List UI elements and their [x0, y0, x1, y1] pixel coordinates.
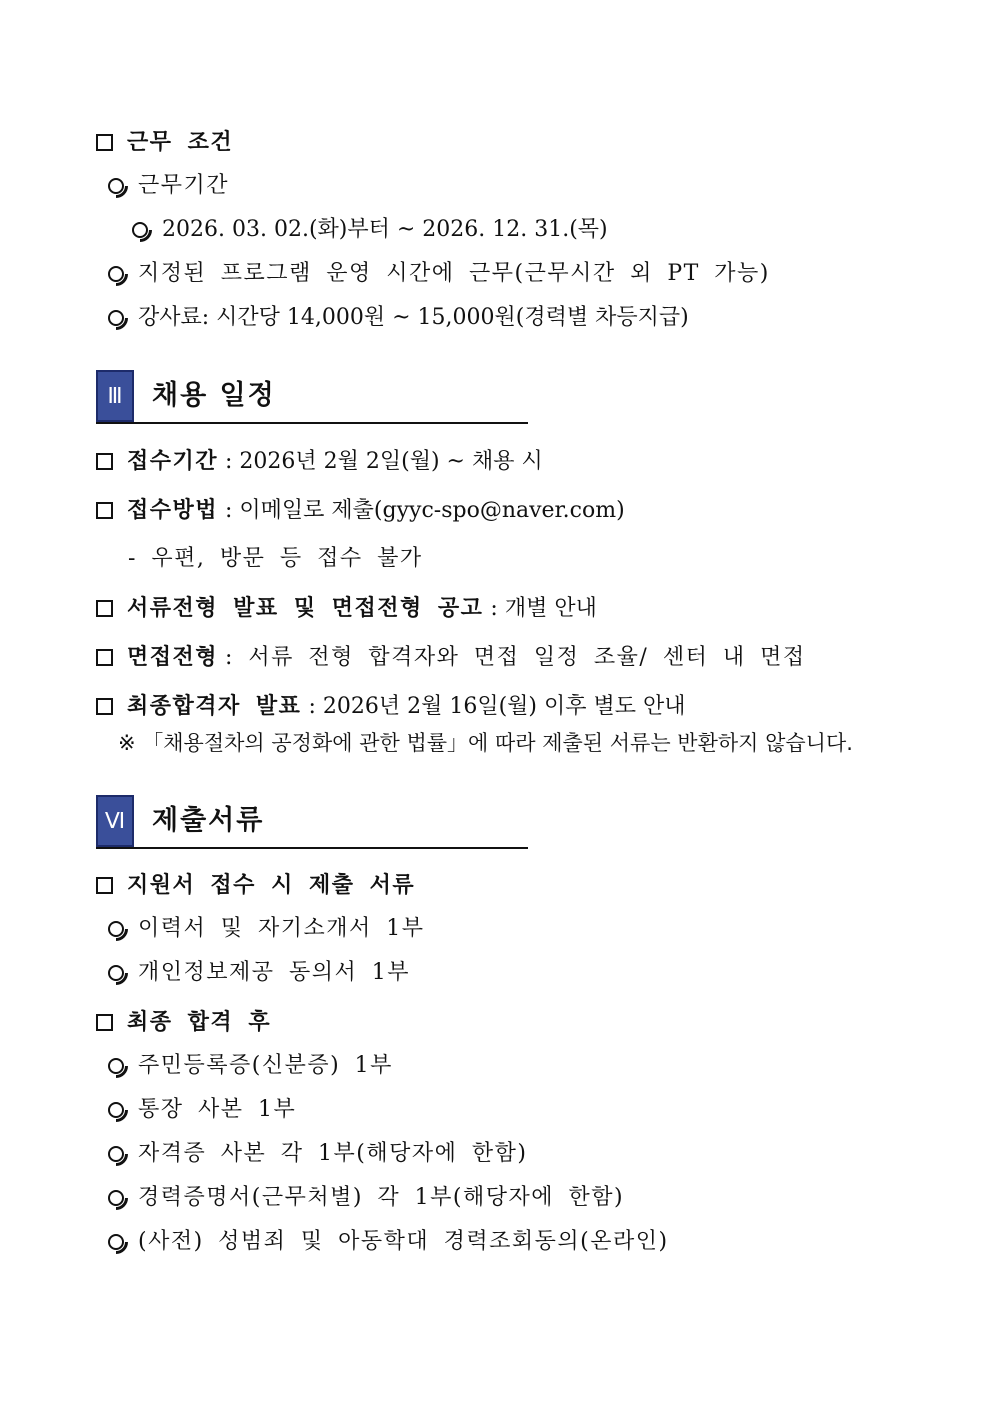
section-3-header [96, 370, 528, 424]
section-title: 채용 일정 [152, 380, 276, 411]
circle-bullet-icon [108, 965, 124, 981]
circle-bullet-icon [132, 222, 148, 238]
schedule-item-interview: 면접전형 : 서류 전형 합격자와 면접 일정 조율/ 센터 내 면접 [96, 642, 806, 673]
circle-bullet-icon [108, 266, 124, 282]
square-bullet-icon [96, 502, 113, 519]
section-title: 제출서류 [152, 805, 265, 836]
circle-bullet-icon [108, 310, 124, 326]
circle-bullet-icon [108, 921, 124, 937]
section-number: Ⅵ [96, 795, 134, 847]
circle-bullet-icon [108, 1234, 124, 1250]
schedule-item-document-screening: 서류전형 발표 및 면접전형 공고 : 개별 안내 [96, 593, 597, 624]
work-period-value: 2026. 03. 02.(화)부터 ~ 2026. 12. 31.(목) [132, 215, 608, 245]
square-bullet-icon [96, 600, 113, 617]
schedule-item-application-method: 접수방법 : 이메일로 제출(gyyc-spo@naver.com) [96, 495, 625, 526]
list-item: 자격증 사본 각 1부(해당자에 한함) [108, 1139, 527, 1169]
work-pay: 강사료: 시간당 14,000원 ~ 15,000원(경력별 차등지급) [108, 303, 689, 333]
list-item: (사전) 성범죄 및 아동학대 경력조회동의(온라인) [108, 1227, 669, 1257]
square-bullet-icon [96, 877, 113, 894]
square-bullet-icon [96, 698, 113, 715]
circle-bullet-icon [108, 1190, 124, 1206]
legal-note: ※ 「채용절차의 공정화에 관한 법률」에 따라 제출된 서류는 반환하지 않습니다. [118, 731, 853, 755]
work-period-label: 근무기간 [108, 171, 229, 201]
section-number: Ⅲ [96, 370, 134, 422]
schedule-item-final-announcement: 최종합격자 발표 : 2026년 2월 16일(월) 이후 별도 안내 [96, 691, 685, 722]
square-bullet-icon [96, 134, 113, 151]
application-method-note: - 우편, 방문 등 접수 불가 [128, 546, 423, 571]
circle-bullet-icon [108, 178, 124, 194]
application-docs-heading: 지원서 접수 시 제출 서류 [96, 870, 415, 901]
list-item: 경력증명서(근무처별) 각 1부(해당자에 한함) [108, 1183, 624, 1213]
square-bullet-icon [96, 453, 113, 470]
list-item: 이력서 및 자기소개서 1부 [108, 914, 425, 944]
list-item: 개인정보제공 동의서 1부 [108, 958, 410, 988]
square-bullet-icon [96, 1014, 113, 1031]
circle-bullet-icon [108, 1102, 124, 1118]
work-conditions-heading: 근무 조건 [96, 127, 233, 158]
circle-bullet-icon [108, 1058, 124, 1074]
square-bullet-icon [96, 649, 113, 666]
section-6-header [96, 795, 528, 849]
list-item: 통장 사본 1부 [108, 1095, 296, 1125]
schedule-item-application-period: 접수기간 : 2026년 2월 2일(월) ~ 채용 시 [96, 446, 543, 477]
work-schedule: 지정된 프로그램 운영 시간에 근무(근무시간 외 PT 가능) [108, 259, 770, 289]
list-item: 주민등록증(신분증) 1부 [108, 1051, 393, 1081]
circle-bullet-icon [108, 1146, 124, 1162]
final-docs-heading: 최종 합격 후 [96, 1007, 271, 1038]
